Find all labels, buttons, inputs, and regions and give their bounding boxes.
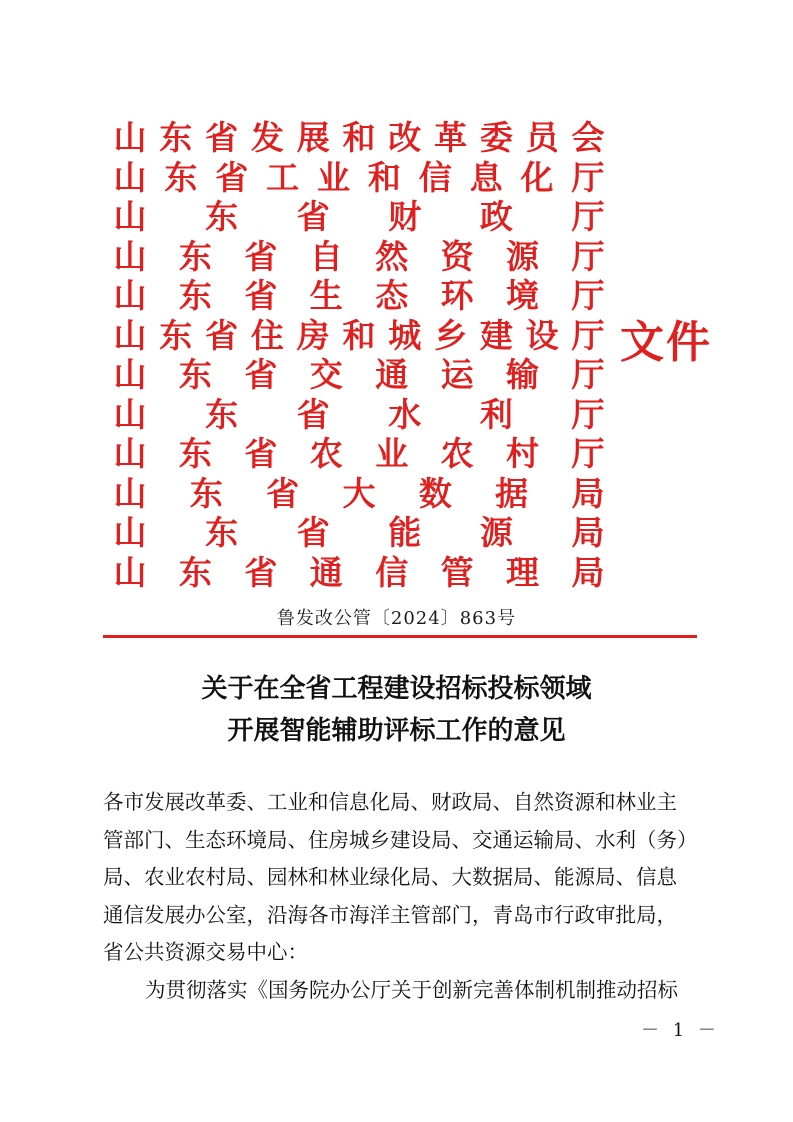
masthead-char: 和 — [342, 118, 376, 157]
masthead-char: 省 — [205, 118, 239, 157]
masthead-char: 东 — [178, 355, 212, 394]
masthead-char: 山 — [113, 315, 147, 355]
masthead-row — [113, 474, 605, 514]
masthead-row — [113, 158, 605, 198]
body-line: 通信发展办公室，沿海各市海洋主管部门，青岛市行政审批局， — [103, 902, 677, 927]
masthead-char: 山 — [113, 434, 147, 473]
title-line-1: 关于在全省工程建设招标投标领域 — [201, 674, 592, 704]
masthead-char: 局 — [571, 513, 605, 552]
masthead-char: 省 — [215, 157, 249, 197]
masthead-char: 山 — [113, 236, 147, 276]
masthead-char: 然 — [375, 236, 409, 276]
masthead-row — [113, 553, 605, 593]
masthead-char: 财 — [388, 197, 422, 236]
masthead-char: 员 — [525, 118, 559, 157]
masthead-char: 山 — [113, 118, 147, 157]
masthead-row — [113, 395, 605, 435]
masthead-char: 态 — [375, 276, 409, 315]
masthead-char: 厅 — [571, 394, 605, 434]
masthead-char: 省 — [296, 197, 330, 236]
masthead-char: 省 — [296, 394, 330, 434]
body-line: 省公共资源交易中心： — [103, 940, 308, 965]
masthead-char: 自 — [309, 236, 343, 276]
masthead-char: 管 — [440, 552, 474, 592]
document-number: 鲁发改公管〔2024〕863号 — [276, 608, 517, 629]
masthead-char: 东 — [178, 434, 212, 473]
masthead-char: 山 — [113, 197, 147, 236]
masthead-char: 厅 — [571, 276, 605, 315]
masthead-char: 政 — [479, 197, 513, 236]
masthead-char: 息 — [469, 157, 503, 197]
masthead-char: 交 — [309, 355, 343, 394]
masthead-char: 山 — [113, 513, 147, 552]
masthead-char: 建 — [479, 315, 513, 355]
masthead-char: 农 — [309, 434, 343, 473]
masthead-char: 省 — [244, 552, 278, 592]
masthead-char: 工 — [266, 157, 300, 197]
masthead-char: 厅 — [571, 157, 605, 197]
masthead-row — [113, 434, 605, 474]
masthead-char: 厅 — [571, 434, 605, 473]
body-line: 为贯彻落实《国务院办公厅关于创新完善体制机制推动招标 — [145, 977, 678, 1002]
masthead-char: 东 — [178, 552, 212, 592]
masthead-char: 据 — [495, 473, 529, 513]
masthead-suffix: 文件 — [620, 317, 712, 368]
masthead-char: 大 — [342, 473, 376, 513]
masthead-char: 住 — [250, 315, 284, 355]
masthead-char: 理 — [506, 552, 540, 592]
masthead-char: 和 — [367, 157, 401, 197]
masthead-char: 城 — [388, 315, 422, 355]
masthead-char: 省 — [244, 434, 278, 473]
masthead-char: 省 — [244, 236, 278, 276]
masthead-char: 运 — [440, 355, 474, 394]
masthead-row — [113, 316, 605, 356]
masthead-char: 革 — [434, 118, 468, 157]
masthead-char: 东 — [205, 394, 239, 434]
masthead-char: 业 — [317, 157, 350, 197]
masthead-char: 源 — [506, 236, 540, 276]
masthead-char: 信 — [418, 157, 452, 197]
issuing-authorities-masthead — [113, 118, 605, 592]
masthead-char: 山 — [113, 276, 147, 315]
masthead-char: 会 — [571, 118, 605, 157]
masthead-row — [113, 276, 605, 316]
masthead-char: 委 — [479, 118, 513, 157]
masthead-char: 和 — [342, 315, 376, 355]
masthead-char: 东 — [189, 473, 223, 513]
masthead-char: 环 — [440, 276, 474, 315]
masthead-char: 业 — [375, 434, 409, 473]
masthead-char: 局 — [571, 552, 605, 592]
masthead-char: 东 — [205, 197, 239, 236]
masthead-row — [113, 355, 605, 395]
masthead-char: 通 — [309, 552, 343, 592]
masthead-char: 村 — [506, 434, 540, 473]
page-number: － 1 － — [641, 1020, 720, 1041]
masthead-char: 通 — [375, 355, 409, 394]
masthead-char: 东 — [164, 157, 198, 197]
masthead-char: 厅 — [571, 197, 605, 236]
masthead-char: 化 — [520, 157, 554, 197]
masthead-char: 厅 — [571, 236, 605, 276]
masthead-char: 东 — [159, 315, 193, 355]
masthead-char: 山 — [113, 552, 147, 592]
masthead-row — [113, 513, 605, 553]
body-line: 管部门、生态环境局、住房城乡建设局、交通运输局、水利（务） — [103, 827, 698, 852]
document-title — [0, 668, 793, 752]
body-line: 各市发展改革委、工业和信息化局、财政局、自然资源和林业主 — [103, 790, 677, 814]
masthead-char: 省 — [205, 315, 239, 355]
masthead-char: 省 — [244, 355, 278, 394]
masthead-char: 乡 — [434, 315, 468, 355]
masthead-char: 厅 — [571, 355, 605, 394]
masthead-char: 源 — [479, 513, 513, 552]
masthead-char: 山 — [113, 394, 147, 434]
masthead-char: 数 — [418, 473, 452, 513]
masthead-char: 能 — [388, 513, 422, 552]
masthead-char: 房 — [296, 315, 330, 355]
masthead-char: 东 — [178, 236, 212, 276]
masthead-char: 山 — [113, 473, 147, 513]
masthead-char: 山 — [113, 355, 147, 394]
red-divider-line — [103, 635, 697, 638]
masthead-char: 东 — [205, 513, 239, 552]
masthead-char: 设 — [525, 315, 559, 355]
masthead-char: 省 — [244, 276, 278, 315]
masthead-row — [113, 237, 605, 277]
body-line: 局、农业农村局、园林和林业绿化局、大数据局、能源局、信息 — [103, 865, 677, 890]
masthead-char: 东 — [178, 276, 212, 315]
masthead-row — [113, 118, 605, 158]
masthead-char: 山 — [113, 157, 147, 197]
masthead-char: 境 — [506, 276, 540, 315]
document-body — [103, 784, 703, 1010]
masthead-row — [113, 197, 605, 237]
masthead-char: 厅 — [571, 315, 605, 355]
title-line-2: 开展智能辅助评标工作的意见 — [227, 716, 566, 746]
masthead-char: 省 — [266, 473, 300, 513]
masthead-char: 东 — [159, 118, 193, 157]
masthead-char: 局 — [571, 473, 605, 513]
masthead-char: 信 — [375, 552, 409, 592]
masthead-char: 水 — [388, 394, 422, 434]
masthead-char: 省 — [296, 513, 330, 552]
masthead-char: 资 — [440, 236, 474, 276]
masthead-char: 输 — [506, 355, 540, 394]
masthead-char: 生 — [309, 276, 343, 315]
masthead-char: 农 — [440, 434, 474, 473]
masthead-char: 展 — [296, 118, 330, 157]
masthead-char: 改 — [388, 118, 422, 157]
masthead-char: 利 — [479, 394, 513, 434]
masthead-char: 发 — [250, 118, 284, 157]
